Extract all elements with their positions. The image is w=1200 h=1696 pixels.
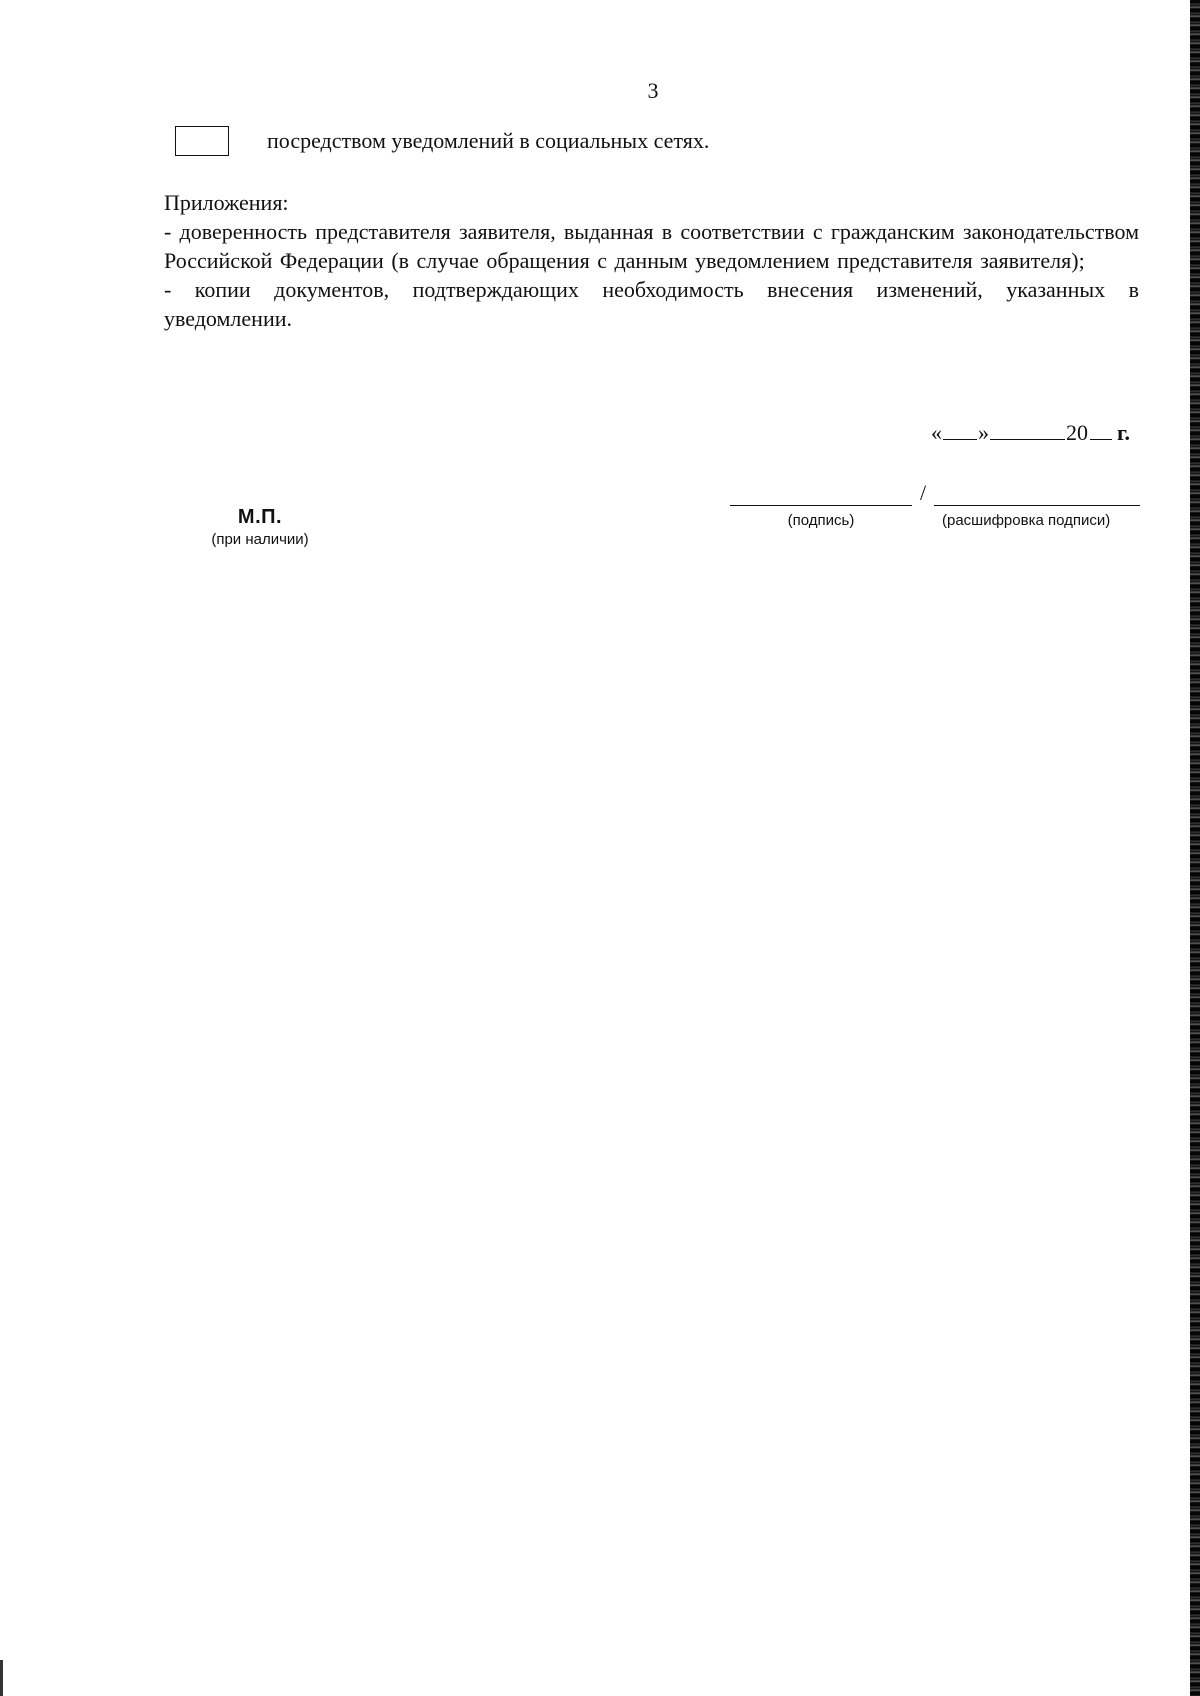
signature-separator: / [919,480,927,505]
scan-edge-right [1190,0,1200,1696]
signature-caption: (подпись) [787,512,855,529]
signature-decode-line[interactable] [934,479,1140,506]
stamp-block [190,506,330,548]
attachments-title: Приложения: [164,190,289,215]
date-open-quote: « [930,420,942,445]
date-year-suffix: г. [1116,420,1130,445]
date-close-quote: » [977,420,989,445]
stamp-label: М.П. [237,506,283,528]
social-networks-option-label: посредством уведомлений в социальных сетях. [267,128,710,153]
attachment-item-supporting-documents: - копии документов, подтверждающих необходимость внесения изменений, указанных в уведомлении. [164,277,1139,331]
social-networks-checkbox[interactable] [175,126,229,156]
signature-line[interactable] [730,479,912,506]
delivery-option-row [175,126,709,156]
date-field [931,420,1130,446]
date-year-prefix: 20 [1065,420,1088,445]
signature-lines [730,478,1140,506]
date-month-blank[interactable] [990,421,1065,440]
attachment-item-power-of-attorney: - доверенность представителя заявителя, выданная в соответствии с гражданским законодательством Российской Федерации (в случае обращения с данным уведомлением представителя заявителя); [164,219,1139,273]
page-number: 3 [647,78,659,103]
date-day-blank[interactable] [943,421,977,440]
date-year-blank[interactable] [1090,421,1112,440]
signature-decode-caption: (расшифровка подписи) [942,512,1111,529]
stamp-note: (при наличии) [211,531,309,548]
scan-edge-left [0,1660,3,1696]
signature-block [730,478,1140,529]
attachments-section [164,188,1139,333]
signature-captions [730,512,1140,529]
